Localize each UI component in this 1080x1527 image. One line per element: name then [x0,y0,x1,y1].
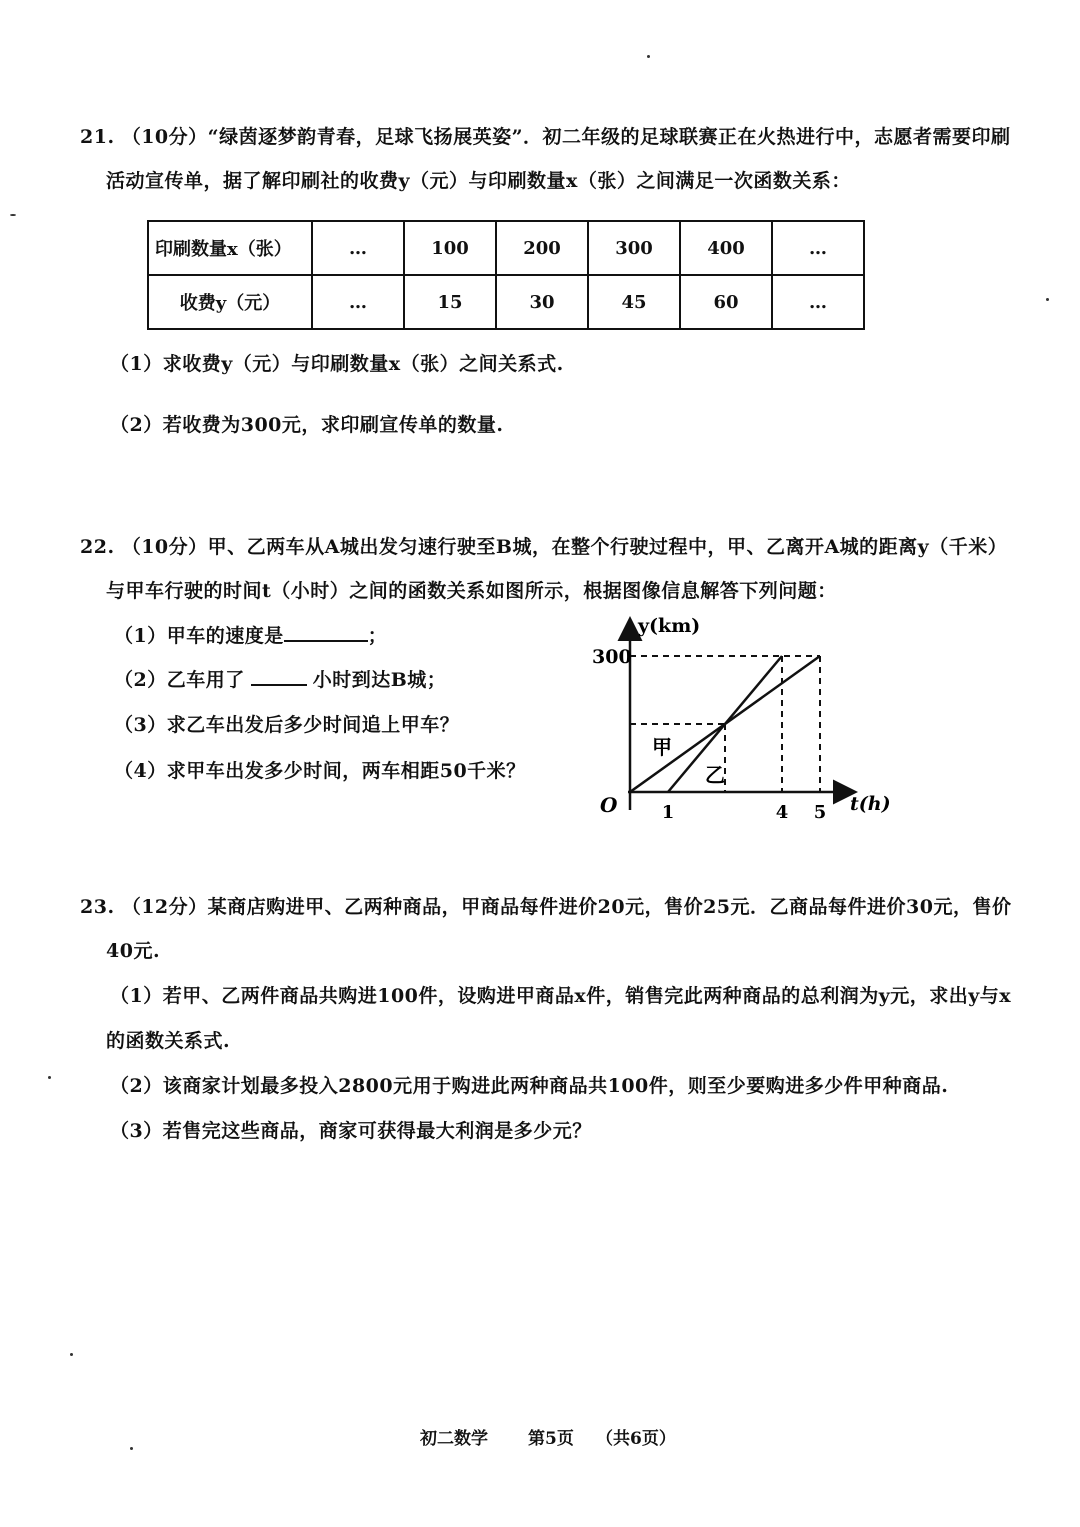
q22-sub2 [114,665,446,692]
table-cell: 200 [496,221,588,275]
q22-sub1-text: （1）甲车的速度是 [114,625,284,647]
q22-sub1-end: ； [367,625,388,647]
q23-stem-line1: 某商店购进甲、乙两种商品，甲商品每件进价20元，售价25元．乙商品每件进价30元，售价 [207,896,1012,918]
q21-data-table [147,220,865,330]
q22-stem-line1: 甲、乙两车从A城出发匀速行驶至B城，在整个行驶过程中，甲、乙离开A城的距离y（千米） [207,536,1008,558]
series-label-yi: 乙 [705,763,725,787]
q23-sub1-line2: 的函数关系式. [106,1030,231,1052]
table-cell: … [312,275,404,329]
footer-subject: 初二数学 [420,1429,488,1449]
row-header-quantity: 印刷数量x（张） [148,221,312,275]
q23-stem-line2: 40元. [106,940,161,962]
q23-sub1-line1: （1）若甲、乙两件商品共购进100件，设购进甲商品x件，销售完此两种商品的总利润为y元，求出y与x [110,985,1012,1007]
q21-sub2: （2）若收费为300元，求印刷宣传单的数量. [110,414,504,436]
table-cell: … [772,221,864,275]
table-cell: 60 [680,275,772,329]
answer-blank[interactable] [284,622,368,642]
table-cell: 400 [680,221,772,275]
q21-sub1: （1）求收费y（元）与印刷数量x（张）之间关系式. [110,353,564,375]
y-axis-label: y(km) [638,615,701,637]
q22-sub1 [114,621,387,648]
table-cell: 100 [404,221,496,275]
table-cell: 15 [404,275,496,329]
footer-page-number: 第5页 [528,1429,574,1449]
footer-total-pages: （共6页） [596,1429,676,1449]
q22-stem-line2: 与甲车行驶的时间t（小时）之间的函数关系如图所示，根据图像信息解答下列问题： [106,580,837,602]
y-tick-label: 300 [592,646,632,668]
q22-sub2-text: （2）乙车用了 [114,669,245,691]
x-tick-label: 1 [661,802,675,823]
q21-number: 21. [80,126,115,148]
x-tick-label: 4 [775,802,789,823]
q22-sub2-end: 小时到达B城； [312,669,447,691]
q23-sub3: （3）若售完这些商品，商家可获得最大利润是多少元？ [110,1120,592,1142]
q22-score: （10分） [121,536,208,558]
table-cell: … [312,221,404,275]
answer-blank[interactable] [251,666,307,686]
scan-speck [48,1076,51,1079]
q22-number: 22. [80,536,115,558]
table-row [148,275,864,329]
table-cell: 30 [496,275,588,329]
scan-speck [10,214,16,216]
q23-number: 23. [80,896,115,918]
q22-sub4: （4）求甲车出发多少时间，两车相距50千米？ [114,760,526,782]
q21-stem-line2: 活动宣传单，据了解印刷社的收费y（元）与印刷数量x（张）之间满足一次函数关系： [106,170,851,192]
q23-score: （12分） [121,896,208,918]
q21-score: （10分） [121,126,208,148]
q22-sub3: （3）求乙车出发后多少时间追上甲车？ [114,714,460,736]
scan-speck [1046,298,1049,301]
table-row [148,221,864,275]
origin-label: O [600,793,618,817]
series-label-jia: 甲 [652,735,672,759]
q21-stem-line1: “绿茵逐梦韵青春，足球飞扬展英姿”．初二年级的足球联赛正在火热进行中，志愿者需要印刷 [207,126,1011,148]
scan-speck [647,55,650,58]
q22-line1 [80,532,1007,559]
row-header-fee: 收费y（元） [148,275,312,329]
q23-sub2: （2）该商家计划最多投入2800元用于购进此两种商品共100件，则至少要购进多少件甲种商品. [110,1075,949,1097]
table-cell: 300 [588,221,680,275]
scan-speck [70,1353,73,1356]
x-tick-label: 5 [813,802,827,823]
table-cell: … [772,275,864,329]
q23-line1 [80,892,1011,919]
q22-distance-time-graph [580,610,900,830]
x-axis-label: t(h) [850,793,891,815]
scan-speck [130,1447,133,1450]
table-cell: 45 [588,275,680,329]
q21-line1 [80,122,1011,149]
